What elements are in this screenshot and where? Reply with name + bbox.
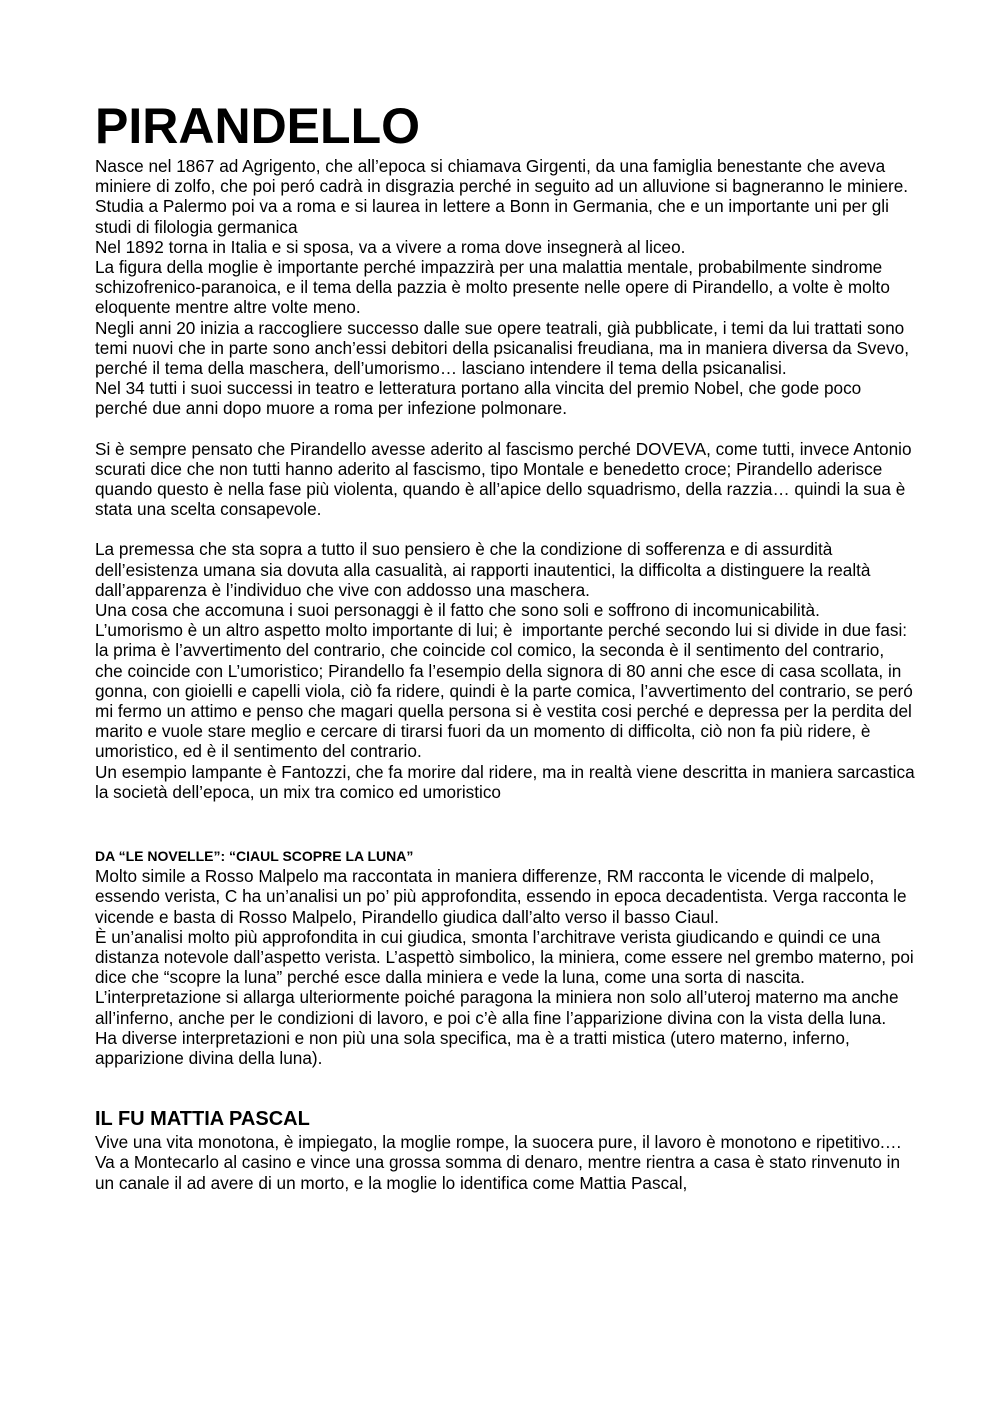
document-body <box>95 96 920 1193</box>
bio-paragraph-1: Nasce nel 1867 ad Agrigento, che all’epoca si chiamava Girgenti, da una famiglia benestante che aveva miniere di zolfo, che poi peró cadrà in disgrazia perché in seguito ad un alluvione si bagneranno le miniere. <box>95 156 909 197</box>
fascism-paragraph: Si è sempre pensato che Pirandello avesse aderito al fascismo perché DOVEVA, come tutti, invece Antonio scurati dice che non tutti hanno aderito al fascismo, tipo Montale e benedetto croce; Pirandello aderisce quando questo è nella fase più violenta, quando è all’apice dello squadrismo, della razzia… quindi la sua è stata una scelta consapevole. <box>95 438 917 520</box>
spacer <box>95 802 915 846</box>
spacer <box>95 419 915 439</box>
novelle-paragraph-2: È un’analisi molto più approfondita in cui giudica, smonta l’architrave verista giudicando e quindi ce una distanza notevole dall’aspetto verista. L’aspettò simbolico, la miniera, come essere nel grembo materno, poi dice che “scopre la luna” perché esce dalla miniera e vede la luna, come una sorta di nascita. <box>95 926 919 988</box>
bio-paragraph-4: La figura della moglie è importante perché impazzirà per una malattia mentale, probabilmente sindrome schizofrenico-paranoica, e il tema della pazzia è molto presente nelle opere di Pirandello, a volte è molto eloquente mentre altre volte meno. <box>95 257 895 318</box>
spacer <box>95 519 915 539</box>
mattia-pascal-heading: IL FU MATTIA PASCAL <box>95 1108 310 1131</box>
thought-paragraph-2: Una cosa che accomuna i suoi personaggi è il fatto che sono soli e soffrono di incomunicabilità. <box>95 600 820 621</box>
document-title: PIRANDELLO <box>95 98 420 154</box>
thought-paragraph-1: La premessa che sta sopra a tutto il suo pensiero è che la condizione di sofferenza e di assurdità dell’esistenza umana sia dovuta alla casualità, ai rapporti inautentici, la difficolta a distinguere la realtà dall’apparenza è l’individuo che vive con addosso una maschera. <box>95 539 876 600</box>
bio-paragraph-6: Nel 34 tutti i suoi successi in teatro e letteratura portano alla vincita del premio Nobel, che gode poco perché due anni dopo muore a roma per infezione polmonare. <box>95 378 867 419</box>
bio-paragraph-5: Negli anni 20 inizia a raccogliere successo dalle sue opere teatrali, già pubblicate, i temi da lui trattati sono temi nuovi che in parte sono anch’essi debitori della psicanalisi freudiana, ma in maniera diversa da Svevo, perché il tema della maschera, dell’umorismo… lasciano intendere il tema della psicanalisi. <box>95 317 914 379</box>
novelle-heading: DA “LE NOVELLE”: “CIAUL SCOPRE LA LUNA” <box>95 848 414 865</box>
novelle-paragraph-3: L’interpretazione si allarga ulteriormente poiché paragona la miniera non solo all’uteroj materno ma anche all’inferno, anche per le condizioni di lavoro, e poi c’è alla fine l’apparizione divina con la vista della luna. <box>95 987 904 1028</box>
thought-paragraph-4: Un esempio lampante è Fantozzi, che fa morire dal ridere, ma in realtà viene descritta in maniera sarcastica la società dell’epoca, un mix tra comico ed umoristico <box>95 761 920 802</box>
thought-paragraph-3: L’umorismo è un altro aspetto molto importante di lui; è importante perché secondo lui si divide in due fasi: la prima è l’avvertimento del contrario, che coincide col comico, la seconda è il sentimento del contrario, che coincide con L’umoristico; Pirandello fa l’esempio della signora di 80 anni che esce di casa scollata, in gonna, con gioielli e capelli viola, ciò fa ridere, quindi è la parte comica, l’avvertimento del contrario, se peró mi fermo un attimo e penso che magari quella persona si è vestita cosi perché e depressa per la perdita del marito e vuole stare meglio e cercare di tirarsi fuori da un momento di difficolta, ciò non fa più ridere, è umoristico, ed è il sentimento del contrario. <box>95 620 918 762</box>
bio-paragraph-3: Nel 1892 torna in Italia e si sposa, va a vivere a roma dove insegnerà al liceo. <box>95 236 686 257</box>
novelle-paragraph-1: Molto simile a Rosso Malpelo ma raccontata in maniera differenze, RM racconta le vicende di malpelo, essendo verista, C ha un’analisi un po’ più approfondita, essendo in epoca decadentista. Verga racconta le vicende e basta di Rosso Malpelo, Pirandello giudica dall’alto verso il basso Ciaul. <box>95 866 912 927</box>
mattia-pascal-paragraph: Vive una vita monotona, è impiegato, la moglie rompe, la suocera pure, il lavoro è monotono e ripetitivo.… Va a Montecarlo al casino e vince una grossa somma di denaro, mentre rientra a casa è stato rinvenuto in un canale il ad avere di un morto, e la moglie lo identifica come Mattia Pascal, <box>95 1132 907 1193</box>
bio-paragraph-2: Studia a Palermo poi va a roma e si laurea in lettere a Bonn in Germania, che e un importante uni per gli studi di filologia germanica <box>95 196 894 237</box>
spacer <box>95 1068 915 1106</box>
novelle-paragraph-4: Ha diverse interpretazioni e non più una sola specifica, ma è a tratti mistica (utero materno, inferno, apparizione divina della luna). <box>95 1027 855 1068</box>
